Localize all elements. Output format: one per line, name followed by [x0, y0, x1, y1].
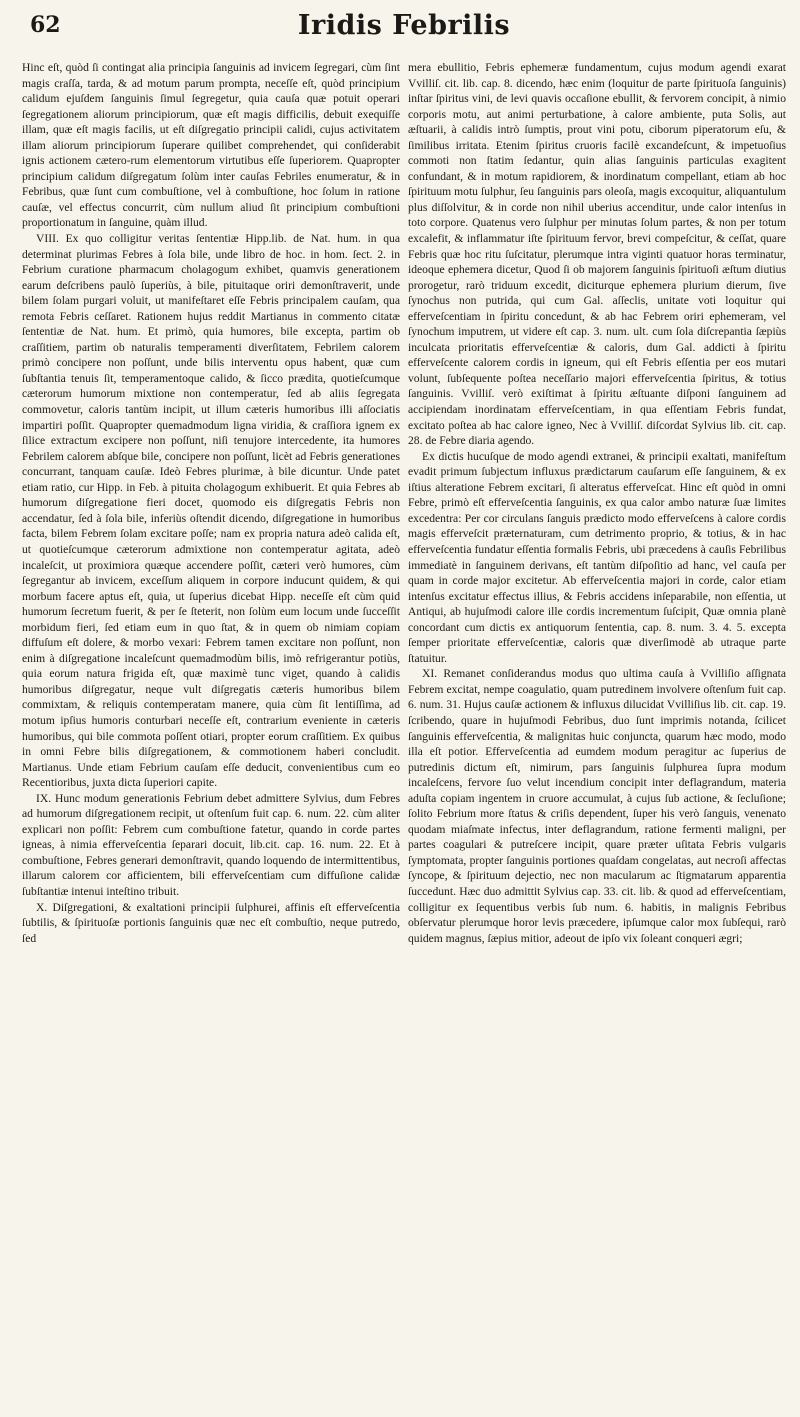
left-column: [22, 60, 400, 946]
page-header: [22, 10, 786, 54]
paragraph: VIII. Ex quo colligitur veritas ſententiæ Hipp.lib. de Nat. hum. in qua determinat plurimas Febres à ſola bile, unde libro de hoc. in hom. ſect. 2. in Febrium curatione pharmacum cholagogum exhibet, quamvis generationem earum deſcribens paulò ſuperiùs, à bile, pituitaque oriri demonſtraverit, unde bilem ſolam purgari voluit, ut manifeſtaret eſſe Febris principalem cauſam, qua remota Febris ceſſaret. Rationem hujus reddit Martianus in commento citatæ ſententiæ de Nat. hum. Et primò, quia humores, bile excepta, partim ob craſſitiem, partim ob naturalis temperamenti diverſitatem, Febrilem calorem primò concipere non poſſunt, unde bilis interventu opus habent, quæ cum ſubſtantia tenuis ſit, temperamentoque calido, & ſicco prædita, quotieſcumque cæterorum humorum mixtione non contemperatur, ſed ab aliis ſegregata commovetur, caloris tantùm incipit, ut illum cæteris humoribus illi aſſociatis impartiri poſſit. Quapropter quemadmodum ligna viridia, & craſſiora ignem ex ſilice extractum excipere non poſſunt, niſi tenujore intercedente, ita humores Febrilem calorem abſque bile, concipere non poſſunt, licèt ad Febris generationes concurrant, tanquam cauſæ. Ideò Febres plurimæ, à bile dicuntur. Unde patet etiam ratio, cur Hipp. in Feb. à pituita cholagogum exhibuerit. Et quia Febres ab humorum diſgregatione fieri docet, quomodo eis diſgregatis Febris non accendatur, ſed à ſola bile, inferiùs oſtendit dicendo, diſgregatione in humoribus facta, bilem Febrem ſolam excitare poſſe; nam ex propria natura adeò calida eſt, ut quotieſcumque cæterorum admixtione non contemperatur agitata, adeò incaleſcit, ut proximiora quæque accendere poſſit, cæteri verò humores, cùm ſegregantur ab invicem, exceſſum aliquem in corpore inducunt quidem, & qui morbum facere aptus eſt, quia, ut ſuperius dicebat Hipp. neceſſe eſt cùm quid humorum ſecretum fuerit, & per ſe ſteterit, non ſolùm eum locum unde ſucceſſit morbidum fieri, ſed etiam eum in quo ſtat, & in quem ob nimiam copiam diffuſum eſt dolere, & morbo vexari: Febrem tamen excitare non poſſunt, non enim à diſgregatione incaleſcunt quemadmodùm bilis, imò refrigerantur potiùs, quia eorum natura frigida eſt, quæ maximè tunc viget, quando à calidis humoribus diſgregatur, neque vult diſgregatis cæteris humoribus bilem commixtam, & reliquis contemperatam manere, quia cùm ſit lentiſſima, ad motum ipſius humoris conturbari neceſſe eſt, contrarium eveniente in cæteris humoribus, qui bile commota poſſent otiari, propter eorum craſſitiem. Ex quibus in omni Febre bilis diſgregationem, & commotionem haberi concludit. Martianus. Unde etiam Febrium cauſam eſſe deducit, convenientibus cum eo Recentioribus, juxta dicta ſuperiori capite.: [22, 232, 400, 790]
paragraph: X. Diſgregationi, & exaltationi principii ſulphurei, affinis eſt efferveſcentia ſubtilis, & ſpirituoſæ portionis ſanguinis quæ nec eſt combuſtio, neque putredo, ſed: [22, 900, 400, 945]
page-number: 62: [30, 12, 61, 38]
paragraph: Ex dictis hucuſque de modo agendi extranei, & principii exaltati, manifeſtum evadit primum ſubjectum influxus prædictarum cauſarum eſſe ſanguinem, & ex iſtius alteratione Febrem excitari, ſi alteratus efferveſcat. Hinc eſt quòd in omni Febre, primò eſt efferveſcentia ſanguinis, ex qua calor ambo naturæ ſuæ limites excedentra: Per cor circulans ſanguis prædicto modo efferveſcens à calore cordis magis efferveſcit præternaturam, cum detrimento proprio, & totius, & in hac efferveſcentia fundatur eſſentia formalis Febris, ubi præcedens à cauſis Febrilibus immediatè in ſanguinem derivans, eſt tantùm diſpoſitio ad hanc, vel cauſa per quam in corde major excitetur. Ab efferveſcentia majori in corde, calor etiam intenſus excitatur effectus illius, & Febris accidens inſeparabile, non eſſentia, ut Antiqui, ab hujuſmodi calore ille cordis incrementum ſuſcipit, Quæ omnia planè concordant cum dictis ex antiquorum ſententia, cap. 8. num. 3. 4. 5. excepta ſemper prioritate efferveſcentiæ, caloris quæ diverſimodè ab utraque parte ſtatuitur.: [408, 449, 786, 665]
paragraph: XI. Remanet conſiderandus modus quo ultima cauſa à Vvilliſio aſſignata Febrem excitat, nempe coagulatio, quam putredinem involvere oſtenſum fuit cap. 6. num. 31. Hujus cauſæ actionem & influxus dilucidat Vvilliſius lib. cit. cap. 19. ſcribendo, quare in hujuſmodi Febribus, duo ſunt imprimis notanda, ſcilicet ſanguinis efferveſcentia, & malignitas huic conjuncta, quarum hæc modo, modo illa eſt potior. Efferveſcentia ad eumdem modum peragitur ac ſuperius de putredinis dictum eſt, nimirum, pars ſanguinis ſulphurea ſupra modum incaleſcens, fervore ſuo velut incendium concipit inter deflagrandum, materia aduſta copiam ingentem in cruore accumulat, à cujus ſub actione, & ſecluſione; ſolito Febrium more ſtatus & criſis dependent, ſuper his verò ſanguis, venenato quodam miaſmate infectus, inter deflagrandum, ratione fermenti maligni, per partes coagulari & putreſcere incipit, quare præter uſitata Febris vulgaris ſymptomata, propter ſanguinis portiones quaſdam congelatas, aut necroſi affectas ſyncope, & ſpirituum dejectio, nec non macularum ac ſtigmatarum apparentia ſuccedunt. Hæc duo admittit Sylvius cap. 33. cit. lib. & quod ad efferveſcentiam, colligitur ex ſequentibus verbis ſub num. 6. habitis, in malignis Febribus obſervatur plerumque horor levis præcedere, ipſumque calor mox ſubſequi, rarò quidem magnus, ſæpius mitior, adeout de ipſo vix ſoleant conqueri ægri;: [408, 667, 786, 945]
paragraph: IX. Hunc modum generationis Febrium debet admittere Sylvius, dum Febres ad humorum diſgregationem recipit, ut oſtenſum fuit cap. 6. num. 22. cùm aliter explicari non poſſit: Febrem cum combuſtione fatetur, quando in corde partes igneas, à nimia efferveſcentia ſeparari docuit, lib.cit. cap. 16. num. 22. Et à combuſtione, Febres generari demonſtravit, quando loquendo de intermittentibus, illarum calorem cor afficientem, bili efferveſcentiam cum diffuſione calidæ ſubſtantiæ intenui inteſtino tribuit.: [22, 791, 400, 898]
running-head: Iridis Febrilis: [297, 10, 511, 41]
paragraph: Hinc eſt, quòd ſi contingat alia principia ſanguinis ad invicem ſegregari, cùm ſint magis craſſa, tarda, & ad motum parum prompta, neceſſe eſt, quòd principium calidum ejuſdem ſanguinis ſimul ſegregetur, quia cauſa quæ potuit operari ſegregationem aliorum principiorum, quæ eſt magis difficilis, debuit exequiſſe illam, quæ eſt magis facilis, ut eſt diſgregatio principii calidi, cujus activitatem illam aliorum principiorum ſuperare quilibet comprehendet, qui conſiderabit ignis actionem cætero-rum elementorum virtutibus eſſe ſuperiorem. Quapropter principium calidum diſgregatum ſolùm inter cauſas Febriles enumeratur, & in Febribus, quæ ſunt cum combuſtione, vel à combuſtione, hoc ſolum in ratione cauſæ, vel effectus concurrit, cùm nullum aliud ſit principium combuſtioni proportionatum in ſanguine, quàm illud.: [22, 61, 400, 230]
paragraph: mera ebullitio, Febris ephemeræ fundamentum, cujus modum agendi exarat Vvilliſ. cit. lib. cap. 8. dicendo, hæc enim (loquitur de parte ſpirituoſa ſanguinis) inſtar ſpiritus vini, de levi quavis occaſione ebullit, & fervorem concipit, à nimio corporis motu, aut animi perturbatione, à calore ambiente, puta Solis, aut æſtuarii, à calidis intrò ſumptis, prout vini potu, ciborum piperatorum eſu, & ſimilibus irritata. Etenim ſpiritus cruoris facilè excandeſcunt, & impetuoſius commoti non ſtatim ſedantur, quin alias ſanguinis particulas exagitent confundant, & in motum rapidiorem, & inordinatum compellant, etiam ab hoc ſpirituum motu ſulphur, ſeu ſanguinis pars oleoſa, magis excoquitur, aliquantulum plus diſſolvitur, & in corde non nihil uberius accenditur, unde calor intenſus in toto corpore. Quatenus vero ſulphur per minutas ſolum partes, & non per totum excalefit, & inflammatur iſte ſpirituum fervor, brevi compeſcitur, & ceſſat, quare Febris quæ hoc ritu ſuſcitatur, plerumque intra viginti quatuor horas terminatur, ideoque ephemera dicetur, Quod ſi ob majorem ſanguinis ſpirituoſi æſtum diutius prorogetur, rarò triduum excedit, diciturque ephemera plurium dierum, ſive ſynochus non putrida, qui cum Gal. aſſeclis, unitate voti loquitur qui efferveſcentiam in ſpiritu concedunt, & ab hac Febrem oriri ephemeram, vel ſynochum imputrem, ut videre eſt cap. 3. num. ult. cum ſola diſcrepantia ſæpiùs inculcata prioritatis efferveſcentiæ & caloris, dum Gal. addicti à ſpiritu efferveſcente calorem cordis in igneum, qui eſt Febris eſſentia per eos mutari volunt, ſubſequente poſtea neceſſario majori efferveſcentia ſpiritus, & totius ſanguinis. Vvilliſ. verò exiſtimat à ſpiritu æſtuante diſponi ſanguinem ad accipiendam inordinatam efferveſcentiam, in qua eſſentiam Febris fundat, excitato poſtea ab hac calore igneo, Nec à Vvilliſ. diſcordat Sylvius lib. cit. cap. 28. de Febre diaria agendo.: [408, 61, 786, 448]
text-columns: [22, 60, 786, 946]
right-column: [408, 60, 786, 946]
